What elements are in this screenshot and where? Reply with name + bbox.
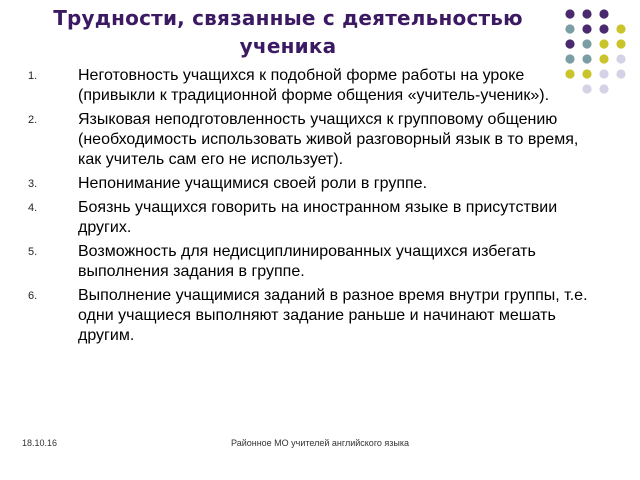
list-item — [28, 174, 596, 194]
dot — [565, 24, 574, 33]
difficulties-list — [28, 66, 596, 350]
dot — [599, 69, 608, 78]
dot — [565, 54, 574, 63]
dot — [599, 84, 608, 93]
list-item-text: Возможность для недисциплинированных учащихся избегать выполнения задания в группе. — [78, 243, 536, 280]
dot — [616, 69, 625, 78]
list-item — [28, 286, 596, 346]
dot — [616, 54, 625, 63]
list-item-text: Боязнь учащихся говорить на иностранном языке в присутствии других. — [78, 199, 558, 236]
dot — [599, 39, 608, 48]
list-item-text: Выполнение учащимися заданий в разное время внутри группы, т.е. одни учащиеся выполняют задание раньше и начинают мешать другим. — [78, 287, 588, 344]
footer-date: 18.10.16 — [22, 438, 58, 448]
dot — [599, 9, 608, 18]
dot — [565, 9, 574, 18]
slide-title — [28, 4, 548, 60]
list-item-number: 6. — [28, 290, 38, 302]
list-item-number: 2. — [28, 114, 38, 126]
slide-title-line-2: ученика — [239, 34, 337, 58]
list-item-number: 4. — [28, 202, 38, 214]
dot — [565, 39, 574, 48]
dot — [582, 9, 591, 18]
slide-title-line-1: Трудности, связанные с деятельностью — [53, 6, 523, 30]
list-item-number: 5. — [28, 246, 38, 258]
list-item — [28, 66, 596, 106]
dot — [599, 54, 608, 63]
dot — [616, 24, 625, 33]
list-item-text: Непонимание учащимися своей роли в группе. — [78, 175, 428, 192]
dot — [582, 24, 591, 33]
list-item-number: 1. — [28, 70, 38, 82]
list-item-number: 3. — [28, 178, 38, 190]
footer-text: Районное МО учителей английского языка — [230, 438, 410, 448]
dot — [582, 39, 591, 48]
list-item-text: Языковая неподготовленность учащихся к групповому общению (необходимость использовать живой разговорный язык в то время, как учитель сам его не использует). — [78, 111, 579, 168]
list-item — [28, 242, 596, 282]
list-item — [28, 110, 596, 170]
list-item — [28, 198, 596, 238]
list-item-text: Неготовность учащихся к подобной форме работы на уроке (привыкли к традиционной форме общения «учитель-ученик»). — [78, 67, 550, 104]
dot — [616, 39, 625, 48]
dot — [599, 24, 608, 33]
dot — [582, 54, 591, 63]
